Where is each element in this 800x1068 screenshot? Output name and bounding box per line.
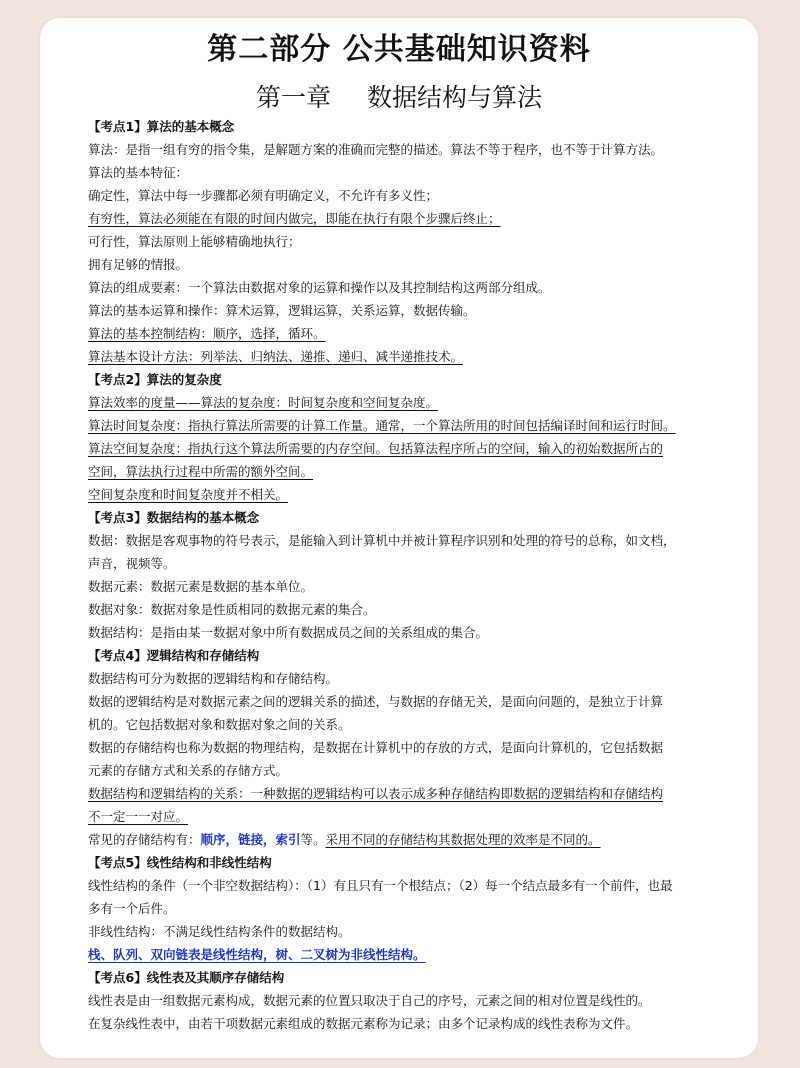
text-line: 拥有足够的情报。 [88,257,189,272]
text-line: 多有一个后件。 [88,901,176,916]
text-line [88,783,748,805]
underlined-text: 不一定一一对应。 [88,809,189,824]
chapter-heading [40,78,758,118]
text-line [88,944,748,966]
text-line: 线性表是由一组数据元素构成，数据元素的位置只取决于自己的序号，元素之间的相对位置是线性的。 [88,993,651,1008]
text-line: 数据结构可分为数据的逻辑结构和存储结构。 [88,671,339,686]
text-line: 可行性，算法原则上能够精确地执行； [88,234,301,249]
text-line: 数据元素：数据元素是数据的基本单位。 [88,579,314,594]
document-page [40,18,758,1058]
text-line: 算法的组成要素：一个算法由数据对象的运算和操作以及其控制结构这两部分组成。 [88,280,551,295]
underlined-text: 算法空间复杂度：指执行这个算法所需要的内存空间。包括算法程序所占的空间，输入的初始数据所占的 [88,441,664,456]
chapter-number: 第一章 [255,83,331,112]
text-line: 线性结构的条件（一个非空数据结构）：（1）有且只有一个根结点；（2）每一个结点最多有一个前件，也最 [88,878,673,893]
text-line: 元素的存储方式和关系的存储方式。 [88,763,289,778]
page-title: 第二部分 公共基础知识资料 [207,32,591,67]
text-line [88,806,748,828]
text-line: 非线性结构：不满足线性结构条件的数据结构。 [88,924,351,939]
section-heading-5: 【考点5】线性结构和非线性结构 [88,855,272,870]
text-line [88,323,748,345]
underlined-text: 有穷性，算法必须能在有限的时间内做完，即能在执行有限个步骤后终止； [88,211,501,226]
underlined-text: 空间复杂度和时间复杂度并不相关。 [88,487,289,502]
underlined-text: 数据结构和逻辑结构的关系：一种数据的逻辑结构可以表示成多种存储结构即数据的逻辑结构和存储结构 [88,786,664,801]
section-heading-6: 【考点6】线性表及其顺序存储结构 [88,970,285,985]
text-line [88,392,748,414]
underlined-text: 算法效率的度量——算法的复杂度：时间复杂度和空间复杂度。 [88,395,439,410]
text-line: 算法：是指一组有穷的指令集，是解题方案的准确而完整的描述。算法不等于程序，也不等于计算方法。 [88,142,664,157]
text-line [88,461,748,483]
text-line: 确定性，算法中每一步骤都必须有明确定义，不允许有多义性； [88,188,439,203]
text-line [88,415,748,437]
text-line [88,208,748,230]
text-line: 算法的基本特征： [88,165,189,180]
text-line: 在复杂线性表中，由若干项数据元素组成的数据元素称为记录；由多个记录构成的线性表称为文件。 [88,1016,639,1031]
text-line [88,829,748,851]
text-line: 数据的逻辑结构是对数据元素之间的逻辑关系的描述，与数据的存储无关，是面向问题的，是独立于计算 [88,694,664,709]
text-line: 数据对象：数据对象是性质相同的数据元素的集合。 [88,602,376,617]
text-span: 等。 [300,832,326,847]
section-heading-2: 【考点2】算法的复杂度 [88,372,222,387]
text-line: 数据结构：是指由某一数据对象中所有数据成员之间的关系组成的集合。 [88,625,489,640]
text-line: 数据：数据是客观事物的符号表示，是能输入到计算机中并被计算程序识别和处理的符号的总称，如文档， [88,533,676,548]
underlined-text: 空间，算法执行过程中所需的额外空间。 [88,464,314,479]
emphasis-text: 栈、队列、双向链表是线性结构，树、二叉树为非线性结构。 [88,947,426,962]
underlined-text: 算法时间复杂度：指执行算法所需要的计算工作量。通常，一个算法所用的时间包括编译时间和运行时间。 [88,418,676,433]
underlined-text: 算法基本设计方法：列举法、归纳法、递推、递归、减半递推技术。 [88,349,464,364]
text-span: 常见的存储结构有： [88,832,201,847]
section-heading-1: 【考点1】算法的基本概念 [88,119,235,134]
text-line: 算法的基本运算和操作：算术运算，逻辑运算，关系运算，数据传输。 [88,303,476,318]
text-line [88,346,748,368]
text-line [88,438,748,460]
text-line: 机的。它包括数据对象和数据对象之间的关系。 [88,717,351,732]
chapter-name: 数据结构与算法 [367,83,543,112]
text-line: 数据的存储结构也称为数据的物理结构，是数据在计算机中的存放的方式，是面向计算机的，它包括数据 [88,740,664,755]
text-line: 声音，视频等。 [88,556,176,571]
emphasis-text: 顺序，链接，索引 [200,832,301,847]
underlined-text: 采用不同的存储结构其数据处理的效率是不同的。 [325,832,601,847]
section-heading-3: 【考点3】数据结构的基本概念 [88,510,260,525]
text-line [88,484,748,506]
underlined-text: 算法的基本控制结构：顺序，选择，循环。 [88,326,326,341]
section-heading-4: 【考点4】逻辑结构和存储结构 [88,648,260,663]
